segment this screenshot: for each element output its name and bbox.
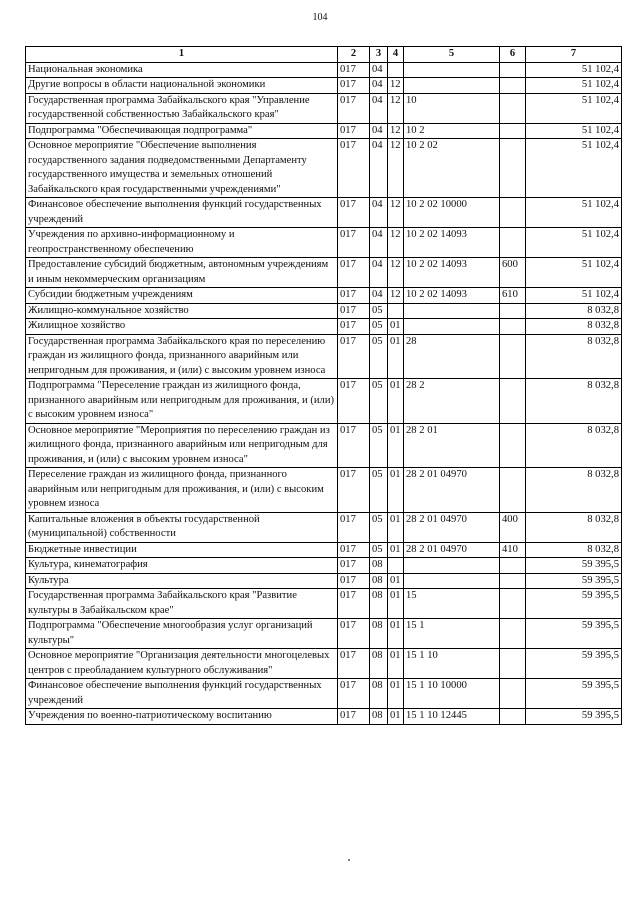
row-name: Субсидии бюджетным учреждениям xyxy=(26,288,338,304)
row-subsection-code: 12 xyxy=(388,288,404,304)
row-subsection-code: 12 xyxy=(388,198,404,228)
row-expense-type xyxy=(500,123,526,139)
row-section-code: 08 xyxy=(370,619,388,649)
row-amount: 8 032,8 xyxy=(526,423,622,468)
row-name: Подпрограмма "Переселение граждан из жилищного фонда, признанного аварийным или непригодным для проживания, и (или) с высоким уровнем износа" xyxy=(26,379,338,424)
row-ved-code: 017 xyxy=(338,558,370,574)
row-target-article: 10 2 02 14093 xyxy=(404,288,500,304)
header-col-4: 4 xyxy=(388,47,404,63)
table-row xyxy=(26,198,622,228)
row-ved-code: 017 xyxy=(338,319,370,335)
row-section-code: 05 xyxy=(370,512,388,542)
row-name: Переселение граждан из жилищного фонда, признанного аварийным или непригодным для проживания, и (или) с высоким уровнем износа xyxy=(26,468,338,513)
row-expense-type xyxy=(500,198,526,228)
row-amount: 59 395,5 xyxy=(526,619,622,649)
row-ved-code: 017 xyxy=(338,468,370,513)
row-amount: 51 102,4 xyxy=(526,93,622,123)
row-ved-code: 017 xyxy=(338,258,370,288)
row-name: Финансовое обеспечение выполнения функций государственных учреждений xyxy=(26,198,338,228)
row-section-code: 04 xyxy=(370,288,388,304)
row-subsection-code xyxy=(388,558,404,574)
header-col-7: 7 xyxy=(526,47,622,63)
row-name: Жилищное хозяйство xyxy=(26,319,338,335)
row-name: Другие вопросы в области национальной экономики xyxy=(26,78,338,94)
row-name: Подпрограмма "Обеспечивающая подпрограмма" xyxy=(26,123,338,139)
row-name: Основное мероприятие "Мероприятия по переселению граждан из жилищного фонда, признанного аварийным или непригодным для проживания, и (или) с высоким уровнем износа" xyxy=(26,423,338,468)
row-amount: 51 102,4 xyxy=(526,198,622,228)
row-amount: 59 395,5 xyxy=(526,573,622,589)
row-amount: 51 102,4 xyxy=(526,123,622,139)
row-amount: 8 032,8 xyxy=(526,334,622,379)
row-name: Основное мероприятие "Обеспечение выполнения государственного задания подведомственными Департаменту государственного имущества и земельных отношений Забайкальского края государственными учреждениями" xyxy=(26,139,338,198)
row-ved-code: 017 xyxy=(338,334,370,379)
row-target-article: 15 1 10 12445 xyxy=(404,709,500,725)
row-subsection-code: 01 xyxy=(388,649,404,679)
row-section-code: 04 xyxy=(370,139,388,198)
row-ved-code: 017 xyxy=(338,573,370,589)
table-row xyxy=(26,303,622,319)
row-section-code: 04 xyxy=(370,228,388,258)
row-subsection-code: 01 xyxy=(388,423,404,468)
row-expense-type xyxy=(500,319,526,335)
row-expense-type xyxy=(500,93,526,123)
row-amount: 59 395,5 xyxy=(526,558,622,574)
row-target-article: 10 2 02 xyxy=(404,139,500,198)
table-header-row xyxy=(26,47,622,63)
row-ved-code: 017 xyxy=(338,589,370,619)
row-expense-type xyxy=(500,649,526,679)
row-name: Основное мероприятие "Организация деятельности многоцелевых центров с преобладанием культурного обслуживания" xyxy=(26,649,338,679)
row-section-code: 04 xyxy=(370,78,388,94)
row-section-code: 04 xyxy=(370,123,388,139)
table-row xyxy=(26,468,622,513)
row-ved-code: 017 xyxy=(338,139,370,198)
row-name: Предоставление субсидий бюджетным, автономным учреждениям и иным некоммерческим организациям xyxy=(26,258,338,288)
row-name: Государственная программа Забайкальского края "Управление государственной собственностью Забайкальского края" xyxy=(26,93,338,123)
row-name: Учреждения по военно-патриотическому воспитанию xyxy=(26,709,338,725)
row-section-code: 05 xyxy=(370,334,388,379)
row-section-code: 04 xyxy=(370,258,388,288)
row-amount: 8 032,8 xyxy=(526,379,622,424)
row-target-article: 28 xyxy=(404,334,500,379)
row-expense-type xyxy=(500,228,526,258)
row-subsection-code xyxy=(388,62,404,78)
row-name: Культура, кинематография xyxy=(26,558,338,574)
row-name: Капитальные вложения в объекты государственной (муниципальной) собственности xyxy=(26,512,338,542)
row-name: Государственная программа Забайкальского края по переселению граждан из жилищного фонда, признанного аварийным или непригодным для проживания, и (или) с высоким уровнем износа xyxy=(26,334,338,379)
row-expense-type xyxy=(500,423,526,468)
row-section-code: 08 xyxy=(370,709,388,725)
row-subsection-code: 01 xyxy=(388,542,404,558)
header-col-5: 5 xyxy=(404,47,500,63)
row-subsection-code: 12 xyxy=(388,258,404,288)
row-section-code: 05 xyxy=(370,379,388,424)
row-ved-code: 017 xyxy=(338,423,370,468)
row-target-article: 15 1 10 10000 xyxy=(404,679,500,709)
row-section-code: 05 xyxy=(370,303,388,319)
row-target-article: 10 2 02 14093 xyxy=(404,258,500,288)
header-col-1: 1 xyxy=(26,47,338,63)
row-subsection-code: 01 xyxy=(388,512,404,542)
row-amount: 51 102,4 xyxy=(526,78,622,94)
row-target-article: 28 2 01 04970 xyxy=(404,468,500,513)
row-subsection-code: 12 xyxy=(388,78,404,94)
row-section-code: 08 xyxy=(370,558,388,574)
row-ved-code: 017 xyxy=(338,303,370,319)
row-section-code: 04 xyxy=(370,93,388,123)
row-subsection-code: 12 xyxy=(388,139,404,198)
row-section-code: 08 xyxy=(370,649,388,679)
row-name: Финансовое обеспечение выполнения функций государственных учреждений xyxy=(26,679,338,709)
table-row xyxy=(26,228,622,258)
scan-speck xyxy=(348,859,350,861)
row-target-article: 10 2 xyxy=(404,123,500,139)
row-target-article xyxy=(404,78,500,94)
row-ved-code: 017 xyxy=(338,649,370,679)
row-section-code: 08 xyxy=(370,589,388,619)
row-subsection-code: 01 xyxy=(388,679,404,709)
row-target-article: 10 2 02 10000 xyxy=(404,198,500,228)
table-row xyxy=(26,679,622,709)
row-ved-code: 017 xyxy=(338,62,370,78)
row-target-article: 10 2 02 14093 xyxy=(404,228,500,258)
table-row xyxy=(26,93,622,123)
row-name: Учреждения по архивно-информационному и геопространственному обеспечению xyxy=(26,228,338,258)
row-section-code: 08 xyxy=(370,573,388,589)
row-section-code: 04 xyxy=(370,62,388,78)
row-target-article: 15 xyxy=(404,589,500,619)
row-subsection-code: 12 xyxy=(388,123,404,139)
row-expense-type xyxy=(500,679,526,709)
row-target-article xyxy=(404,303,500,319)
row-expense-type xyxy=(500,468,526,513)
table-row xyxy=(26,649,622,679)
row-expense-type: 400 xyxy=(500,512,526,542)
row-amount: 8 032,8 xyxy=(526,319,622,335)
header-col-2: 2 xyxy=(338,47,370,63)
table-row xyxy=(26,288,622,304)
row-target-article: 28 2 01 04970 xyxy=(404,512,500,542)
row-subsection-code: 01 xyxy=(388,589,404,619)
row-target-article xyxy=(404,558,500,574)
row-target-article: 28 2 01 04970 xyxy=(404,542,500,558)
row-section-code: 05 xyxy=(370,423,388,468)
table-row xyxy=(26,78,622,94)
row-section-code: 05 xyxy=(370,542,388,558)
row-amount: 59 395,5 xyxy=(526,679,622,709)
row-amount: 51 102,4 xyxy=(526,288,622,304)
page-number: 104 xyxy=(312,12,328,23)
row-subsection-code: 01 xyxy=(388,379,404,424)
row-ved-code: 017 xyxy=(338,512,370,542)
row-target-article: 28 2 01 xyxy=(404,423,500,468)
row-amount: 59 395,5 xyxy=(526,649,622,679)
row-ved-code: 017 xyxy=(338,198,370,228)
row-section-code: 05 xyxy=(370,319,388,335)
row-name: Государственная программа Забайкальского края "Развитие культуры в Забайкальском крае" xyxy=(26,589,338,619)
row-amount: 8 032,8 xyxy=(526,512,622,542)
table-row xyxy=(26,62,622,78)
row-ved-code: 017 xyxy=(338,78,370,94)
row-target-article xyxy=(404,319,500,335)
row-expense-type xyxy=(500,334,526,379)
row-amount: 8 032,8 xyxy=(526,468,622,513)
row-section-code: 05 xyxy=(370,468,388,513)
row-expense-type xyxy=(500,78,526,94)
row-expense-type xyxy=(500,589,526,619)
row-name: Национальная экономика xyxy=(26,62,338,78)
row-expense-type xyxy=(500,303,526,319)
row-name: Подпрограмма "Обеспечение многообразия услуг организаций культуры" xyxy=(26,619,338,649)
row-target-article xyxy=(404,573,500,589)
table-row xyxy=(26,512,622,542)
row-subsection-code: 01 xyxy=(388,468,404,513)
row-expense-type: 610 xyxy=(500,288,526,304)
row-amount: 51 102,4 xyxy=(526,62,622,78)
row-subsection-code: 01 xyxy=(388,319,404,335)
row-ved-code: 017 xyxy=(338,619,370,649)
row-expense-type: 410 xyxy=(500,542,526,558)
table-row xyxy=(26,379,622,424)
row-amount: 8 032,8 xyxy=(526,542,622,558)
row-name: Культура xyxy=(26,573,338,589)
row-subsection-code: 12 xyxy=(388,93,404,123)
row-expense-type xyxy=(500,709,526,725)
row-subsection-code xyxy=(388,303,404,319)
table-row xyxy=(26,334,622,379)
row-section-code: 08 xyxy=(370,679,388,709)
row-ved-code: 017 xyxy=(338,288,370,304)
row-amount: 51 102,4 xyxy=(526,139,622,198)
row-section-code: 04 xyxy=(370,198,388,228)
row-target-article xyxy=(404,62,500,78)
row-ved-code: 017 xyxy=(338,542,370,558)
row-subsection-code: 01 xyxy=(388,709,404,725)
table-row xyxy=(26,123,622,139)
header-col-3: 3 xyxy=(370,47,388,63)
row-ved-code: 017 xyxy=(338,379,370,424)
row-expense-type: 600 xyxy=(500,258,526,288)
budget-table xyxy=(25,46,622,725)
table-row xyxy=(26,619,622,649)
table-row xyxy=(26,423,622,468)
table-row xyxy=(26,589,622,619)
row-ved-code: 017 xyxy=(338,228,370,258)
row-target-article: 28 2 xyxy=(404,379,500,424)
row-amount: 59 395,5 xyxy=(526,709,622,725)
row-subsection-code: 01 xyxy=(388,619,404,649)
row-ved-code: 017 xyxy=(338,123,370,139)
row-amount: 8 032,8 xyxy=(526,303,622,319)
row-target-article: 15 1 xyxy=(404,619,500,649)
table-row xyxy=(26,709,622,725)
row-expense-type xyxy=(500,619,526,649)
row-ved-code: 017 xyxy=(338,679,370,709)
row-amount: 51 102,4 xyxy=(526,228,622,258)
row-amount: 51 102,4 xyxy=(526,258,622,288)
row-ved-code: 017 xyxy=(338,709,370,725)
row-subsection-code: 01 xyxy=(388,573,404,589)
row-subsection-code: 01 xyxy=(388,334,404,379)
row-expense-type xyxy=(500,139,526,198)
table-row xyxy=(26,258,622,288)
table-row xyxy=(26,542,622,558)
row-expense-type xyxy=(500,558,526,574)
table-row xyxy=(26,139,622,198)
row-target-article: 10 xyxy=(404,93,500,123)
table-row xyxy=(26,319,622,335)
table-row xyxy=(26,558,622,574)
row-amount: 59 395,5 xyxy=(526,589,622,619)
row-target-article: 15 1 10 xyxy=(404,649,500,679)
row-expense-type xyxy=(500,573,526,589)
table-body xyxy=(26,62,622,724)
row-subsection-code: 12 xyxy=(388,228,404,258)
row-ved-code: 017 xyxy=(338,93,370,123)
row-expense-type xyxy=(500,62,526,78)
header-col-6: 6 xyxy=(500,47,526,63)
row-name: Жилищно-коммунальное хозяйство xyxy=(26,303,338,319)
row-name: Бюджетные инвестиции xyxy=(26,542,338,558)
table-row xyxy=(26,573,622,589)
row-expense-type xyxy=(500,379,526,424)
